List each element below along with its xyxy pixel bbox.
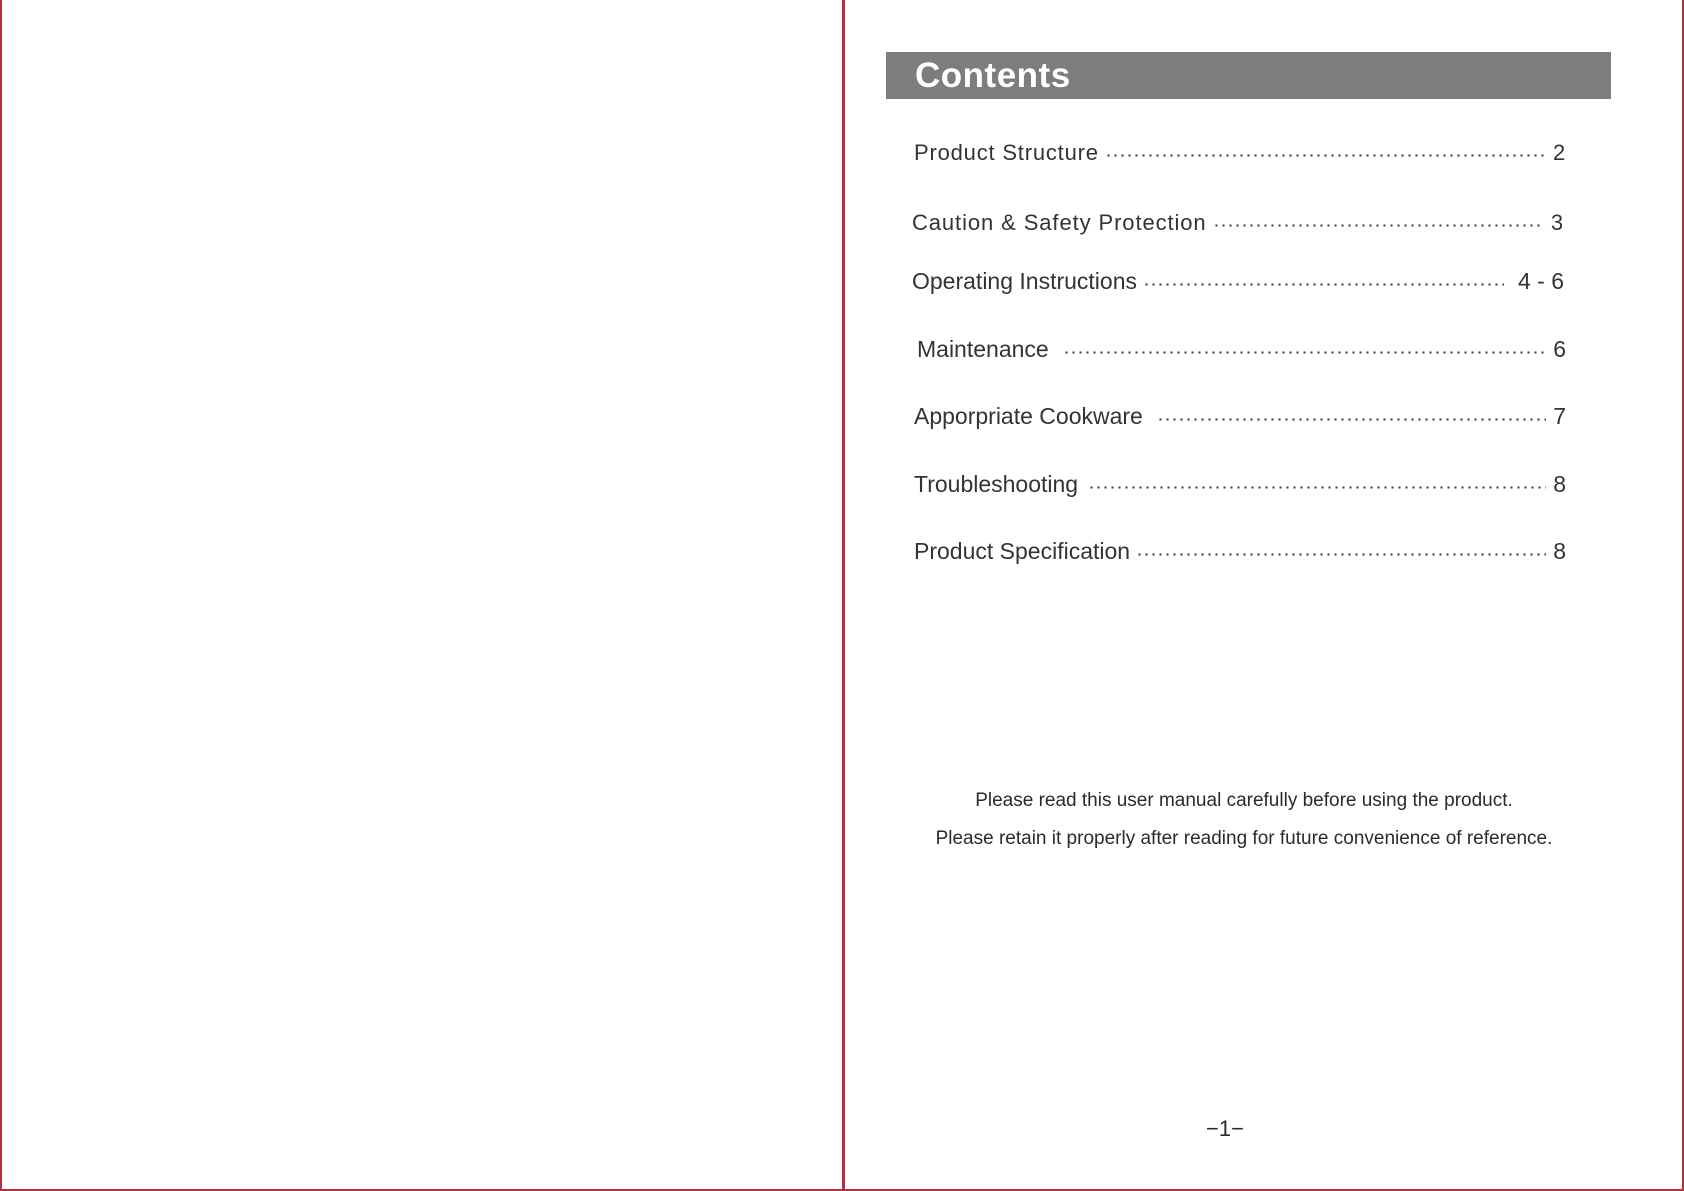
dot-leader [1088, 486, 1546, 489]
toc-entry-label: Product Specification [914, 538, 1131, 564]
toc-entry-product-structure[interactable] [914, 132, 1566, 166]
toc-entry-page: 6 [1553, 336, 1566, 362]
toc-entry-page: 7 [1553, 403, 1566, 429]
toc-entry-product-specification[interactable] [914, 531, 1566, 565]
notice-read-manual: Please read this user manual carefully before using the product. [975, 790, 1513, 811]
dot-leader [1143, 283, 1504, 286]
toc-entry-page: 8 [1553, 538, 1566, 564]
toc-entry-operating-instructions[interactable] [912, 261, 1564, 295]
toc-entry-page: 4 - 6 [1517, 268, 1564, 294]
page-number: −1− [1206, 1116, 1244, 1141]
toc-entry-label: Troubleshooting [914, 471, 1079, 497]
dot-leader [1105, 154, 1546, 157]
toc-entry-page: 2 [1552, 140, 1566, 165]
toc-entry-page: 3 [1550, 210, 1564, 235]
toc-entry-label: Product Structure [914, 140, 1099, 165]
toc-entry-label: Caution & Safety Protection [912, 210, 1207, 235]
toc-entry-page: 8 [1553, 471, 1566, 497]
toc-entry-caution-safety[interactable] [912, 202, 1564, 236]
dot-leader [1213, 224, 1544, 227]
dot-leader [1136, 553, 1546, 556]
dot-leader [1157, 418, 1546, 421]
toc-entry-label: Operating Instructions [912, 268, 1138, 294]
contents-page [845, 0, 1684, 1189]
contents-heading: Contents [886, 52, 1611, 99]
toc-entry-label: Maintenance [917, 336, 1049, 362]
blank-left-page [2, 0, 842, 1189]
notice-retain-manual: Please retain it properly after reading for future convenience of reference. [935, 828, 1553, 849]
toc-entry-troubleshooting[interactable] [914, 464, 1566, 498]
toc-entry-label: Apporpriate Cookware [914, 403, 1143, 429]
toc-entry-maintenance[interactable] [917, 329, 1566, 363]
dot-leader [1063, 351, 1546, 354]
toc-entry-appropriate-cookware[interactable] [914, 396, 1566, 430]
